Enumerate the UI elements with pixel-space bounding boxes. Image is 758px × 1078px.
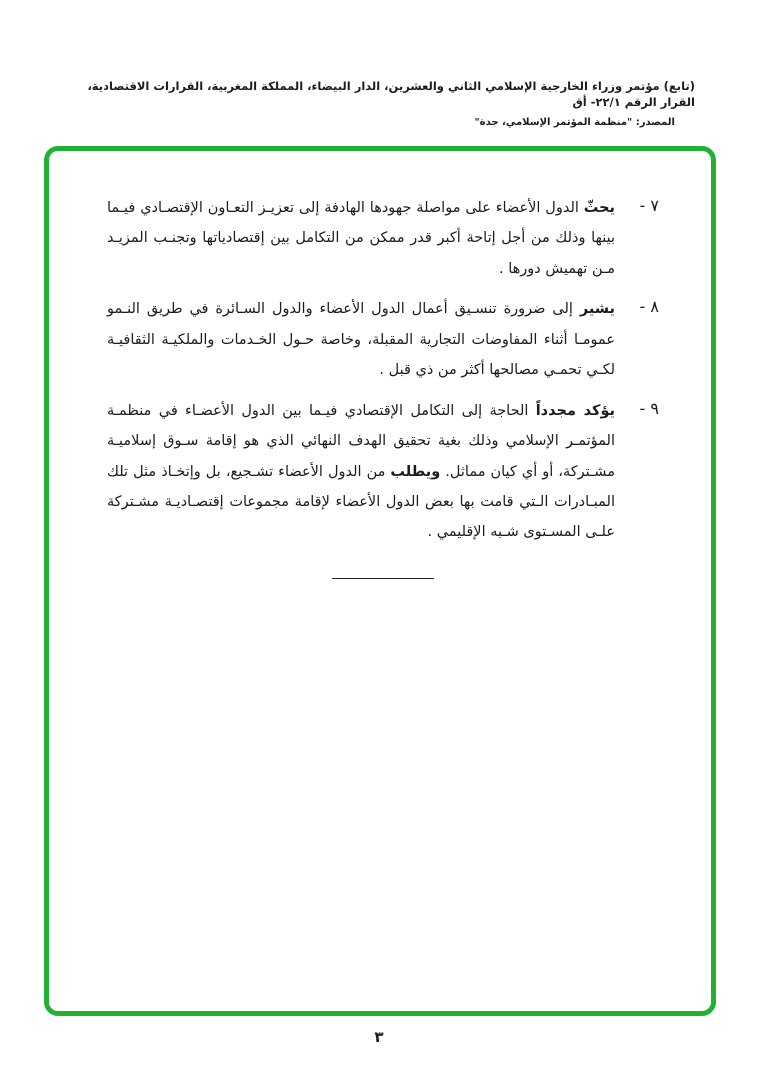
document-header xyxy=(60,78,695,128)
resolution-item xyxy=(107,294,659,385)
content-border-box xyxy=(44,146,716,1016)
section-separator xyxy=(332,578,434,579)
resolution-items xyxy=(107,193,659,548)
header-citation: (تابع) مؤتمر وزراء الخارجية الإسلامي الثاني والعشرين، الدار البيضاء، المملكة المغربية، القرارات الاقتصادية، القرار الرقم ٢٢/١- أق xyxy=(87,79,695,110)
item-text: يشير إلى ضرورة تنسـيق أعمال الدول الأعضاء والدول السـائرة في طريق النـمو عمومـا أثناء المفاوضات التجارية المقبلة، وخاصة حـول الخـدمات والملكيـة الثقافيـة لكـي تحمـي مصالحها أكثر من ذي قبل . xyxy=(107,301,615,379)
item-number: ٧ - xyxy=(639,196,659,215)
page-number: ٣ xyxy=(374,1028,384,1046)
item-text: يؤكد مجدداً الحاجة إلى التكامل الإقتصادي فيـما بين الدول الأعضـاء في منظمـة المؤتمـر الإسلامي وذلك بغية تحقيق الهدف النهائي الذي هو إقامة سـوق إسلاميـة مشـتركة، أو أي كيان مماثل. ويطلب من الدول الأعضاء تشـجيع، بل وإتخـاذ مثل تلك المبـادرات الـتي قامت بها بعض الدول الأعضاء لإقامة مجموعات إقتصـاديـة مشـتركة علـى المسـتوى شـبه الإقليمي . xyxy=(107,402,615,541)
item-number: ٩ - xyxy=(639,398,659,418)
resolution-item xyxy=(107,396,659,548)
item-number: ٨ - xyxy=(639,297,659,317)
resolution-item xyxy=(107,193,659,284)
item-text: يحثّ الدول الأعضاء على مواصلة جهودها الهادفة إلى تعزيـز التعـاون الإقتصـادي فيـما بينها وذلك من أجل إتاحة أكبر قدر ممكن من التكامل بين إقتصادياتها وتجنـب المزيـد مـن تهميش دورها . xyxy=(107,200,615,277)
header-source: المصدر: "منظمة المؤتمر الإسلامي، جدة" xyxy=(474,117,675,129)
